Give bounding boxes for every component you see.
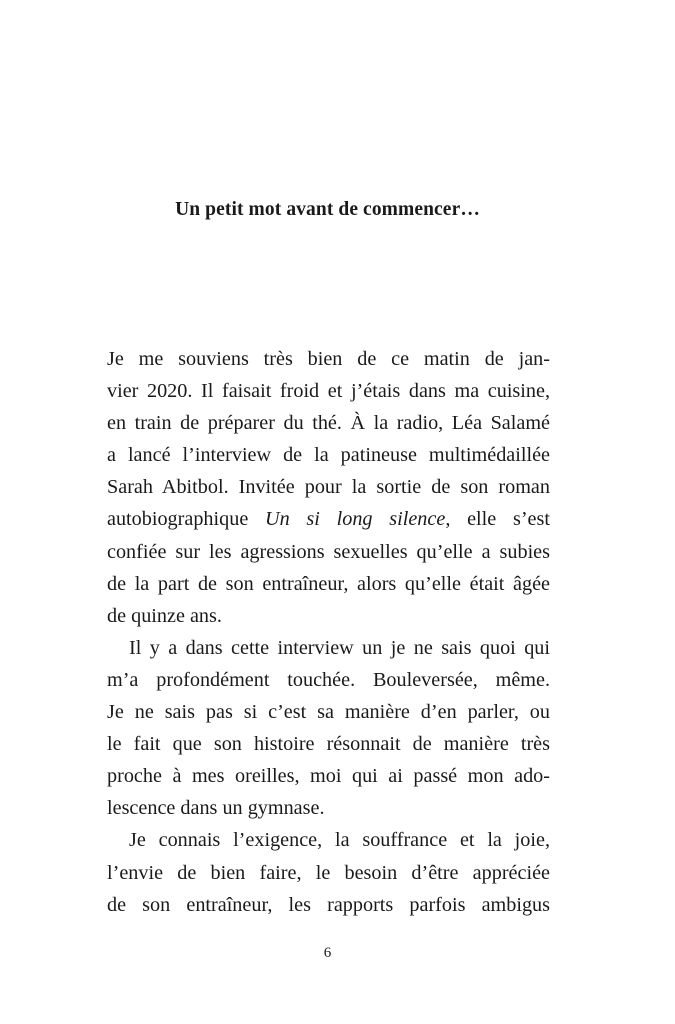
text-line: a lancé l’interview de la patineuse multimédaillée — [107, 444, 550, 467]
page-number: 6 — [323, 945, 332, 961]
text-line: en train de préparer du thé. À la radio, Léa Salamé — [107, 412, 550, 435]
text-segment: autobiographique — [107, 508, 266, 531]
text-line: proche à mes oreilles, moi qui ai passé mon ado- — [107, 765, 550, 788]
body-text — [107, 343, 550, 921]
text-line: Sarah Abitbol. Invitée pour la sortie de son roman — [107, 476, 550, 499]
text-line: m’a profondément touchée. Bouleversée, même. — [107, 668, 550, 691]
text-line: de la part de son entraîneur, alors qu’elle était âgée — [107, 572, 550, 595]
text-line: le fait que son histoire résonnait de manière très — [107, 733, 550, 756]
book-title-italic: Un si long silence — [265, 508, 446, 531]
text-segment: , elle s’est — [445, 508, 550, 531]
text-line: de son entraîneur, les rapports parfois ambigus — [107, 893, 550, 916]
text-line: Je connais l’exigence, la souffrance et la joie, — [129, 829, 550, 852]
text-line — [107, 503, 550, 535]
text-line: Je me souviens très bien de ce matin de jan- — [107, 348, 550, 370]
text-line: Il y a dans cette interview un je ne sais quoi qui — [129, 636, 550, 659]
text-line: l’envie de bien faire, le besoin d’être appréciée — [107, 861, 550, 884]
text-line: confiée sur les agressions sexuelles qu’elle a subies — [107, 540, 550, 563]
text-line: de quinze ans. — [107, 604, 222, 627]
text-line: lescence dans un gymnase. — [107, 797, 325, 820]
text-line: Je ne sais pas si c’est sa manière d’en parler, ou — [107, 701, 550, 724]
chapter-heading: Un petit mot avant de commencer… — [175, 199, 480, 220]
text-line: vier 2020. Il faisait froid et j’étais dans ma cuisine, — [107, 380, 550, 403]
